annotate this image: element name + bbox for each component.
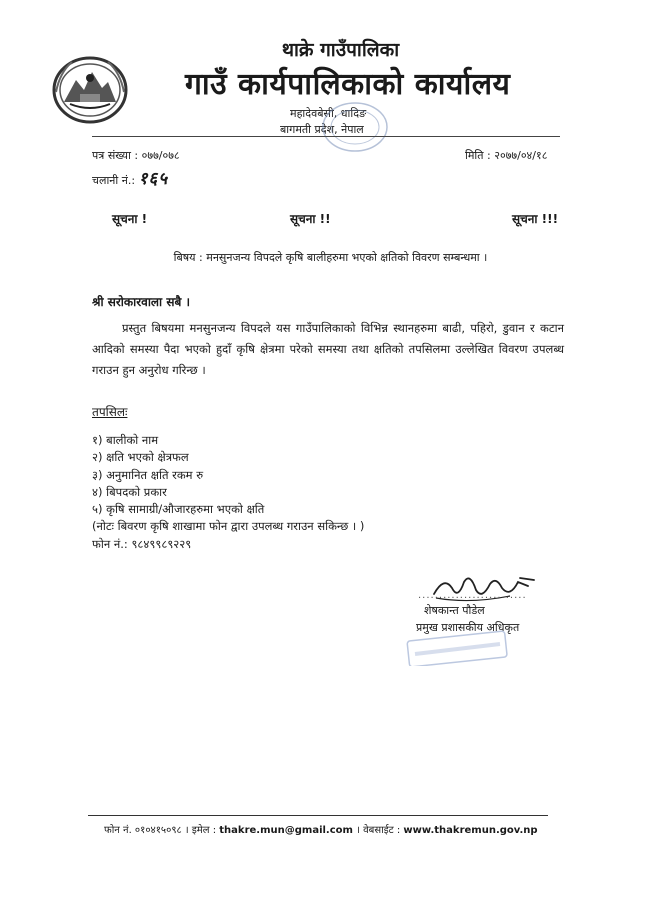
body-paragraph: प्रस्तुत बिषयमा मनसुनजन्य विपदले यस गाउँपालिकाको विभिन्न स्थानहरुमा बाढी, पहिरो, डुवान र कटान आदिको समस्या पैदा भएको हुदाँ कृषि क्षेत्रमा परेको समस्या तथा क्षतिको तपसिलमा उल्लेखित विवरण उपलब्ध गराउन हुन अनुरोध गरिन्छ । [92,321,564,377]
office-stamp-mark [320,100,390,155]
municipality-name: थाक्रे गाउँपालिका [281,39,400,61]
list-item: ५) कृषि सामाग्री/औजारहरुमा भएको क्षति [92,502,265,517]
details-list [92,432,364,553]
list-item: २) क्षति भएको क्षेत्रफल [92,450,189,465]
list-item: फोन नं.: ९८४९९८९२२९ [92,536,192,551]
footer-phone: फोन नं. ०१०४१५०९८ । इमेल : [104,825,220,836]
details-heading: तपसिलः [92,405,128,419]
notice-heading-3: सूचना !!! [512,212,559,226]
dispatch-label: चलानी नं.: [92,174,136,187]
office-title: गाउँ कार्यपालिकाको कार्यालय [185,67,511,102]
salutation: श्री सरोकारवाला सबै । [92,295,191,309]
notice-heading-1: सूचना ! [112,212,148,226]
nepal-government-emblem-logo [50,52,130,126]
dispatch-number [92,166,168,189]
footer-website-label: । वेबसाईट : [352,825,404,836]
notice-heading-2: सूचना !! [290,212,331,226]
reference-value: ०७७/०७८ [141,149,180,162]
header-divider [92,136,560,137]
footer-email: thakre.mun@gmail.com [219,825,353,836]
footer-contact [104,822,538,836]
footer-website: www.thakremun.gov.np [403,825,538,836]
reference-label: पत्र संख्या : [92,149,139,162]
address-line-2: बागमती प्रदेश, नेपाल [280,123,364,136]
list-item: ४) बिपदको प्रकार [92,484,167,499]
subject-line: बिषय : मनसुनजन्य विपदले कृषि बालीहरुमा भएको क्षतिको विवरण सम्बन्धमा । [173,251,488,264]
signatory-title: प्रमुख प्रशासकीय अधिकृत [416,621,520,634]
official-stamp [405,630,510,666]
signature-line: .......................... [418,590,527,601]
date-value: २०७७/०४/१८ [494,149,548,162]
letter-date [465,148,547,163]
list-item: (नोटः बिवरण कृषि शाखामा फोन द्वारा उपलब्ध गराउन सकिन्छ । ) [92,519,365,534]
signatory-name: शेषकान्त पौडेल [424,604,485,617]
footer-divider [88,815,548,816]
dispatch-value-handwritten: १६५ [138,169,169,189]
address-line-1: महादेवबेसी, धादिङ [290,107,367,120]
list-item: ३) अनुमानित क्षति रकम रु [92,467,204,482]
date-label: मिति : [465,149,491,162]
reference-number [92,148,180,163]
list-item: १) बालीको नाम [92,433,159,447]
